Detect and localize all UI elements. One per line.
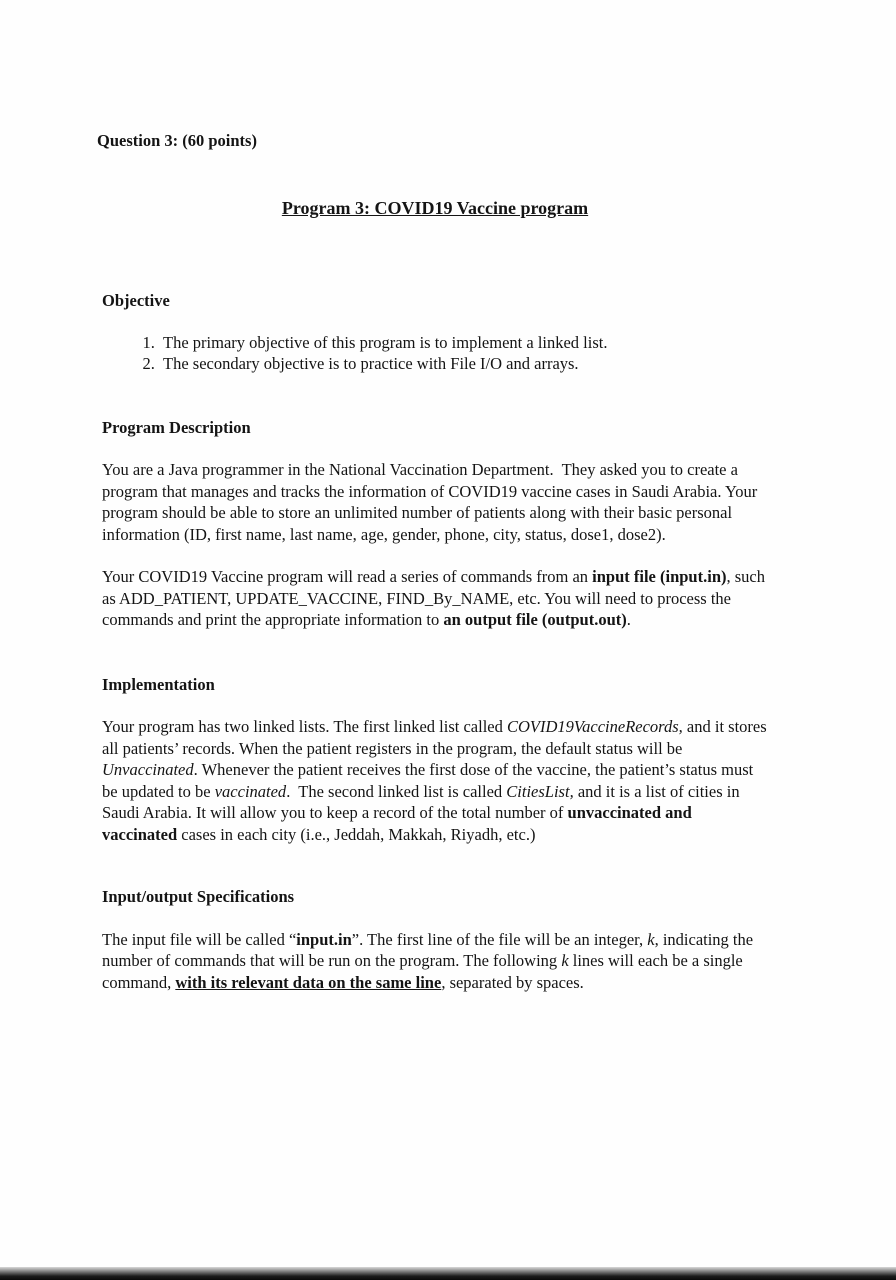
text-segment: and it stores all patients’ records. When the patient registers in the program, the default status will be (102, 717, 771, 758)
text-segment: , separated by spaces. (441, 972, 584, 992)
text-segment: You are a Java programmer in the National Vaccination Department. They asked you to create a program that manages and tracks the information of COVID19 vaccine cases in Saudi Arabia. Your program should be able to store an unlimited number of patients along with their basic personal information (ID, first name, last name, age, gender, phone, city, status, dose1, dose2). (102, 460, 762, 544)
objective-list-item: 2. The secondary objective is to practice with File I/O and arrays. (159, 353, 768, 375)
section-heading-objective: Objective (102, 291, 170, 310)
text-segment: Your COVID19 Vaccine program will read a series of commands from an (102, 567, 593, 586)
text-segment: Unvaccinated (102, 760, 194, 779)
text-segment: ”. The first line of the file will be an integer, (351, 929, 648, 949)
text-segment: , such as ADD_PATIENT, UPDATE_VACCINE, FIND_By_NAME, etc. You will need to process the commands and print the appropriate information to (102, 567, 770, 629)
page-bottom-edge (0, 1267, 896, 1280)
program-description-paragraph-1 (102, 459, 768, 545)
text-segment: and it is a list of cities in Saudi Arabia. It will allow you to keep a record of the total number of (102, 781, 744, 822)
section-heading-implementation: Implementation (102, 674, 215, 694)
io-specifications-paragraph (102, 929, 768, 994)
text-segment: lines will each be a single command, (102, 951, 747, 992)
implementation-paragraph (102, 716, 771, 845)
text-segment: . The second linked list is called (286, 781, 507, 801)
text-segment: k (561, 951, 569, 970)
text-segment: input file (input.in) (592, 567, 727, 586)
text-segment: input.in (296, 929, 352, 949)
objective-list (102, 332, 768, 375)
text-segment: . Whenever the patient receives the first dose of the vaccine, the patient’s status must be updated to be (102, 760, 758, 801)
text-segment: , indicating the number of commands that will be run on the program. The following (102, 929, 758, 970)
section-heading-program-description: Program Description (102, 417, 251, 437)
text-segment: The input file will be called “ (102, 929, 297, 949)
document-content (0, 130, 896, 993)
text-segment: . (626, 610, 631, 629)
section-heading-io-specifications: Input/output Specifications (102, 887, 295, 906)
text-segment: unvaccinated and vaccinated (102, 803, 696, 844)
program-description-paragraph-2 (102, 566, 768, 631)
objective-list-item: 1. The primary objective of this program is to implement a linked list. (159, 332, 768, 354)
text-segment: vaccinated (214, 781, 287, 801)
text-segment: COVID19VaccineRecords, (506, 717, 683, 736)
text-segment: Your program has two linked lists. The first linked list called (102, 717, 507, 736)
question-header: Question 3: (60 points) (97, 131, 257, 150)
text-segment: cases in each city (i.e., Jeddah, Makkah, Riyadh, etc.) (177, 824, 536, 844)
page-title: Program 3: COVID19 Vaccine program (281, 197, 589, 218)
text-segment: k (647, 929, 655, 949)
text-segment: CitiesList, (506, 781, 574, 801)
text-segment: with its relevant data on the same line (175, 972, 442, 992)
text-segment: an output file (output.out) (443, 610, 627, 629)
